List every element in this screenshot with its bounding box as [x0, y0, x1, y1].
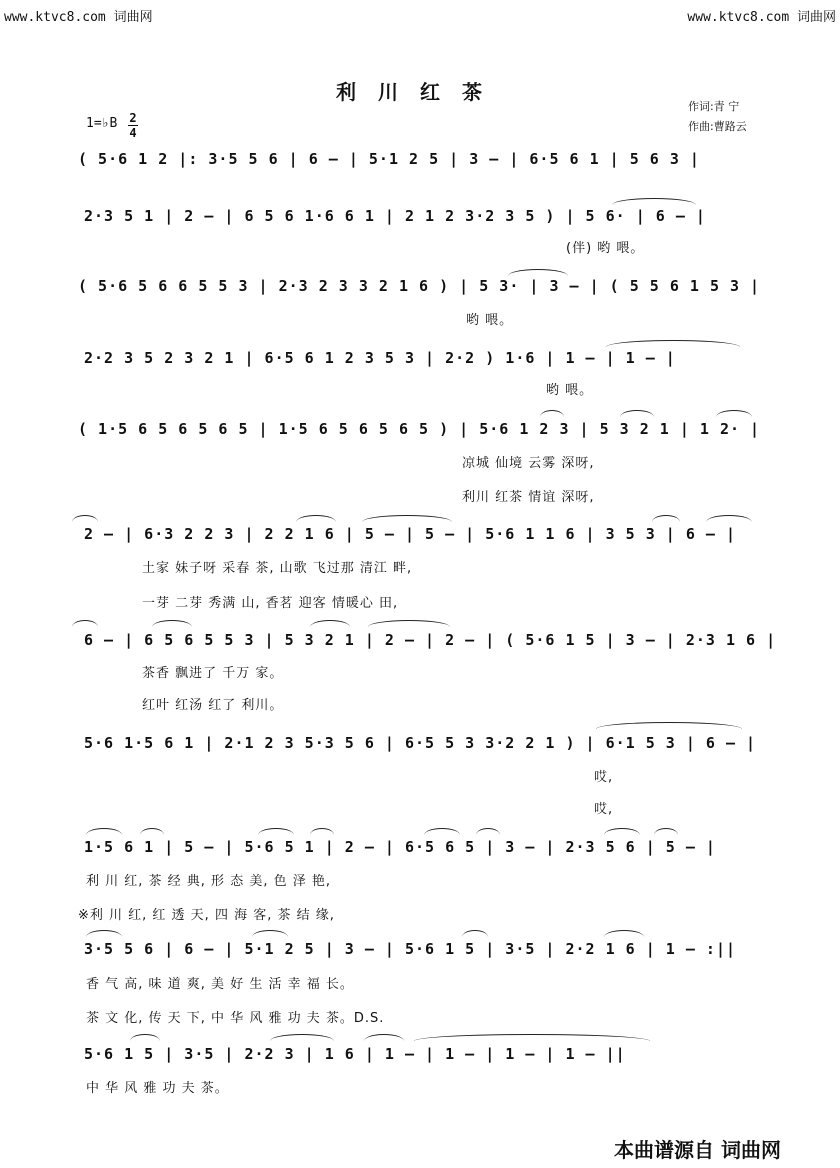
slur-arc [310, 620, 350, 627]
notation-row-8: 5·6 1·5 6 1 | 2·1 2 3 5·3 5 6 | 6·5 5 3 3·2 2 1 ) | 6·1 5 3 | 6 – | [84, 734, 757, 752]
notation-row-4: 2·2 3 5 2 3 2 1 | 6·5 6 1 2 3 5 3 | 2·2 ) 1·6 | 1 – | 1 – | [84, 349, 676, 367]
lyric-row-10-line-1: 香 气 高, 味 道 爽, 美 好 生 活 幸 福 长。 [86, 977, 354, 992]
slur-arc [296, 515, 336, 522]
tie-arc [368, 620, 450, 627]
lyric-row-2-line-1: (伴) 哟 喂。 [566, 241, 645, 256]
lyricist-credit: 作词:青 宁 [688, 100, 740, 113]
lyric-row-10-line-2: 茶 文 化, 传 天 下, 中 华 风 雅 功 夫 茶。D.S. [86, 1011, 385, 1026]
tie-arc [362, 515, 452, 522]
slur-arc [604, 930, 644, 937]
lyric-row-9-line-1: 利 川 红, 茶 经 典, 形 态 美, 色 泽 艳, [86, 874, 331, 889]
slur-arc [620, 410, 654, 417]
lyric-row-6-line-2: 一芽 二芽 秀满 山, 香茗 迎客 情暖心 田, [142, 596, 399, 611]
slur-arc [86, 828, 122, 835]
lyric-row-4-line-1: 哟 喂。 [546, 383, 594, 398]
lyric-row-11-line-1: 中 华 风 雅 功 夫 茶。 [86, 1081, 229, 1096]
tie-arc [414, 1034, 650, 1041]
slur-arc [252, 930, 288, 937]
tie-arc [72, 620, 98, 627]
lyric-row-6-line-1: 土家 妹子呀 采春 茶, 山歌 飞过那 清江 畔, [142, 561, 413, 576]
notation-row-6: 2 – | 6·3 2 2 3 | 2 2 1 6 | 5 – | 5 – | 5·6 1 1 6 | 3 5 3 | 6 – | [84, 525, 736, 543]
slur-arc [152, 620, 192, 627]
notation-row-3: ( 5·6 5 6 6 5 5 3 | 2·3 2 3 3 2 1 6 ) | 5 3· | 3 – | ( 5 5 6 1 5 3 | [78, 277, 761, 295]
song-title: 利川红茶 [336, 80, 504, 104]
header-right-watermark: www.ktvc8.com 词曲网 [687, 10, 836, 25]
slur-arc [476, 828, 500, 835]
slur-arc [424, 828, 460, 835]
lyric-row-9-line-2: ※利 川 红, 红 透 天, 四 海 客, 茶 结 缘, [78, 908, 335, 923]
tie-arc [72, 515, 98, 522]
time-signature [128, 112, 138, 139]
key-signature: 1=♭B [86, 116, 118, 131]
lyric-row-7-line-1: 茶香 飘进了 千万 家。 [142, 666, 284, 681]
slur-arc [258, 828, 294, 835]
slur-arc [654, 828, 678, 835]
slur-arc [130, 1034, 160, 1041]
tie-arc [612, 198, 696, 205]
tie-arc [596, 722, 742, 729]
lyric-row-5-line-1: 凉城 仙境 云雾 深呀, [462, 456, 595, 471]
notation-row-2: 2·3 5 1 | 2 – | 6 5 6 1·6 6 1 | 2 1 2 3·2 3 5 ) | 5 6· | 6 – | [84, 207, 706, 225]
slur-arc [310, 828, 334, 835]
notation-row-5: ( 1·5 6 5 6 5 6 5 | 1·5 6 5 6 5 6 5 ) | 5·6 1 2 3 | 5 3 2 1 | 1 2· | [78, 420, 761, 438]
lyric-row-7-line-2: 红叶 红汤 红了 利川。 [142, 698, 284, 713]
notation-row-11: 5·6 1 5 | 3·5 | 2·2 3 | 1 6 | 1 – | 1 – | 1 – | 1 – || [84, 1045, 626, 1063]
notation-row-7: 6 – | 6 5 6 5 5 3 | 5 3 2 1 | 2 – | 2 – | ( 5·6 1 5 | 3 – | 2·3 1 6 | [84, 631, 777, 649]
tie-arc [716, 410, 752, 417]
slur-arc [462, 930, 488, 937]
lyric-row-8-line-2: 哎, [594, 802, 614, 817]
slur-arc [604, 828, 640, 835]
composer-credit: 作曲:曹路云 [688, 120, 747, 133]
notation-row-1: ( 5·6 1 2 |: 3·5 5 6 | 6 – | 5·1 2 5 | 3 – | 6·5 6 1 | 5 6 3 | [78, 150, 700, 168]
time-signature-bottom: 4 [129, 126, 137, 140]
tie-arc [706, 515, 752, 522]
lyric-row-8-line-1: 哎, [594, 770, 614, 785]
tie-arc [606, 340, 740, 347]
lyric-row-5-line-2: 利川 红茶 情谊 深呀, [462, 490, 595, 505]
slur-arc [86, 930, 122, 937]
notation-row-9: 1·5 6 1 | 5 – | 5·6 5 1 | 2 – | 6·5 6 5 | 3 – | 2·3 5 6 | 5 – | [84, 838, 716, 856]
slur-arc [540, 410, 564, 417]
notation-row-10: 3·5 5 6 | 6 – | 5·1 2 5 | 3 – | 5·6 1 5 | 3·5 | 2·2 1 6 | 1 – :|| [84, 940, 736, 958]
footer-source-note: 本曲谱源自 词曲网 [614, 1138, 781, 1162]
lyric-row-3-line-1: 哟 喂。 [466, 313, 514, 328]
slur-arc [140, 828, 164, 835]
time-signature-top: 2 [129, 111, 137, 125]
tie-arc [270, 1034, 334, 1041]
slur-arc [364, 1034, 404, 1041]
slur-arc [652, 515, 680, 522]
header-left-watermark: www.ktvc8.com 词曲网 [4, 10, 153, 25]
tie-arc [508, 269, 568, 276]
